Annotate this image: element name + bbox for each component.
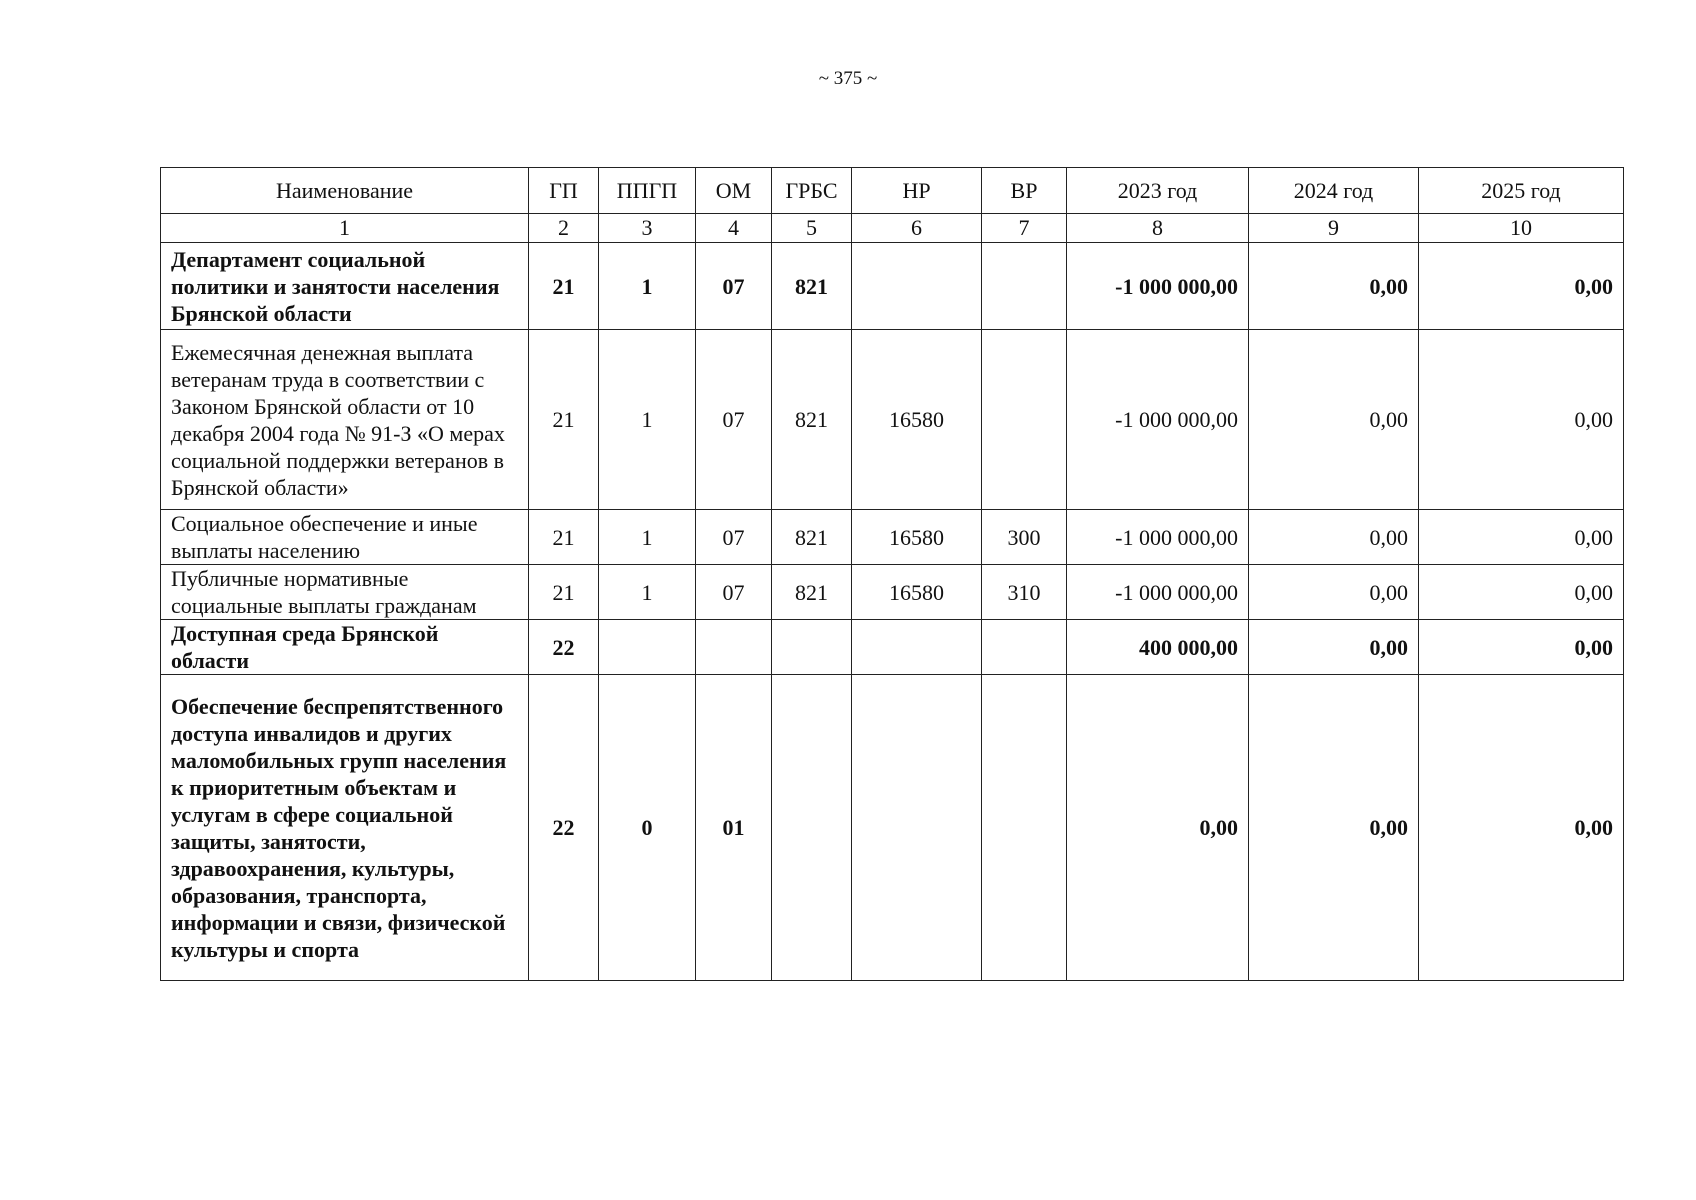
cell-grbs: 821 bbox=[772, 510, 852, 565]
cell-2023: -1 000 000,00 bbox=[1067, 565, 1249, 620]
header-om: ОМ bbox=[696, 168, 772, 214]
cell-vr bbox=[982, 620, 1067, 675]
column-number: 8 bbox=[1067, 214, 1249, 243]
column-number: 9 bbox=[1249, 214, 1419, 243]
header-nr: НР bbox=[852, 168, 982, 214]
table-row bbox=[161, 243, 1624, 330]
cell-gp: 21 bbox=[529, 565, 599, 620]
cell-om: 07 bbox=[696, 510, 772, 565]
cell-gp: 21 bbox=[529, 510, 599, 565]
header-ppgp: ППГП bbox=[599, 168, 696, 214]
cell-2023: 0,00 bbox=[1067, 675, 1249, 981]
cell-grbs bbox=[772, 675, 852, 981]
cell-grbs bbox=[772, 620, 852, 675]
cell-ppgp: 1 bbox=[599, 330, 696, 510]
cell-vr bbox=[982, 330, 1067, 510]
table-row bbox=[161, 675, 1624, 981]
cell-2025: 0,00 bbox=[1419, 330, 1624, 510]
cell-2023: -1 000 000,00 bbox=[1067, 330, 1249, 510]
column-number-row bbox=[161, 214, 1624, 243]
column-number: 2 bbox=[529, 214, 599, 243]
cell-grbs: 821 bbox=[772, 330, 852, 510]
cell-2024: 0,00 bbox=[1249, 243, 1419, 330]
cell-om: 07 bbox=[696, 565, 772, 620]
cell-ppgp: 1 bbox=[599, 510, 696, 565]
cell-2023: 400 000,00 bbox=[1067, 620, 1249, 675]
cell-2024: 0,00 bbox=[1249, 330, 1419, 510]
column-number: 5 bbox=[772, 214, 852, 243]
cell-gp: 22 bbox=[529, 620, 599, 675]
row-name: Ежемесячная денежная выплата ветеранам труда в соответствии с Законом Брянской области от 10 декабря 2004 года № 91-З «О мерах социальной поддержки ветеранов в Брянской области» bbox=[161, 330, 529, 510]
cell-2024: 0,00 bbox=[1249, 510, 1419, 565]
cell-vr bbox=[982, 675, 1067, 981]
cell-vr bbox=[982, 243, 1067, 330]
cell-2023: -1 000 000,00 bbox=[1067, 510, 1249, 565]
cell-ppgp: 1 bbox=[599, 243, 696, 330]
header-grbs: ГРБС bbox=[772, 168, 852, 214]
row-name: Доступная среда Брянской области bbox=[161, 620, 529, 675]
cell-om: 07 bbox=[696, 243, 772, 330]
cell-gp: 21 bbox=[529, 330, 599, 510]
cell-gp: 21 bbox=[529, 243, 599, 330]
column-number: 4 bbox=[696, 214, 772, 243]
cell-ppgp: 0 bbox=[599, 675, 696, 981]
cell-vr: 300 bbox=[982, 510, 1067, 565]
cell-nr bbox=[852, 675, 982, 981]
row-name: Публичные нормативные социальные выплаты гражданам bbox=[161, 565, 529, 620]
header-gp: ГП bbox=[529, 168, 599, 214]
cell-vr: 310 bbox=[982, 565, 1067, 620]
cell-2025: 0,00 bbox=[1419, 675, 1624, 981]
cell-om bbox=[696, 620, 772, 675]
header-name: Наименование bbox=[161, 168, 529, 214]
table-row bbox=[161, 330, 1624, 510]
cell-2025: 0,00 bbox=[1419, 620, 1624, 675]
row-name: Социальное обеспечение и иные выплаты населению bbox=[161, 510, 529, 565]
cell-2023: -1 000 000,00 bbox=[1067, 243, 1249, 330]
cell-grbs: 821 bbox=[772, 565, 852, 620]
table-row bbox=[161, 565, 1624, 620]
cell-nr: 16580 bbox=[852, 330, 982, 510]
cell-om: 07 bbox=[696, 330, 772, 510]
cell-2025: 0,00 bbox=[1419, 565, 1624, 620]
budget-table bbox=[160, 167, 1624, 981]
column-number: 10 bbox=[1419, 214, 1624, 243]
cell-gp: 22 bbox=[529, 675, 599, 981]
cell-om: 01 bbox=[696, 675, 772, 981]
header-vr: ВР bbox=[982, 168, 1067, 214]
row-name: Обеспечение беспрепятственного доступа инвалидов и других маломобильных групп населения к приоритетным объектам и услугам в сфере социальной защиты, занятости, здравоохранения, культуры, образования, транспорта, информации и связи, физической культуры и спорта bbox=[161, 675, 529, 981]
cell-ppgp bbox=[599, 620, 696, 675]
cell-grbs: 821 bbox=[772, 243, 852, 330]
row-name: Департамент социальной политики и занятости населения Брянской области bbox=[161, 243, 529, 330]
table-row bbox=[161, 510, 1624, 565]
page-number: ~ 375 ~ bbox=[818, 68, 878, 89]
cell-nr bbox=[852, 620, 982, 675]
cell-2025: 0,00 bbox=[1419, 243, 1624, 330]
column-number: 1 bbox=[161, 214, 529, 243]
column-number: 3 bbox=[599, 214, 696, 243]
header-2023: 2023 год bbox=[1067, 168, 1249, 214]
cell-2024: 0,00 bbox=[1249, 565, 1419, 620]
cell-nr bbox=[852, 243, 982, 330]
column-number: 7 bbox=[982, 214, 1067, 243]
cell-nr: 16580 bbox=[852, 510, 982, 565]
column-number: 6 bbox=[852, 214, 982, 243]
cell-2024: 0,00 bbox=[1249, 620, 1419, 675]
cell-nr: 16580 bbox=[852, 565, 982, 620]
header-row bbox=[161, 168, 1624, 214]
table-row bbox=[161, 620, 1624, 675]
cell-ppgp: 1 bbox=[599, 565, 696, 620]
header-2024: 2024 год bbox=[1249, 168, 1419, 214]
cell-2025: 0,00 bbox=[1419, 510, 1624, 565]
cell-2024: 0,00 bbox=[1249, 675, 1419, 981]
header-2025: 2025 год bbox=[1419, 168, 1624, 214]
